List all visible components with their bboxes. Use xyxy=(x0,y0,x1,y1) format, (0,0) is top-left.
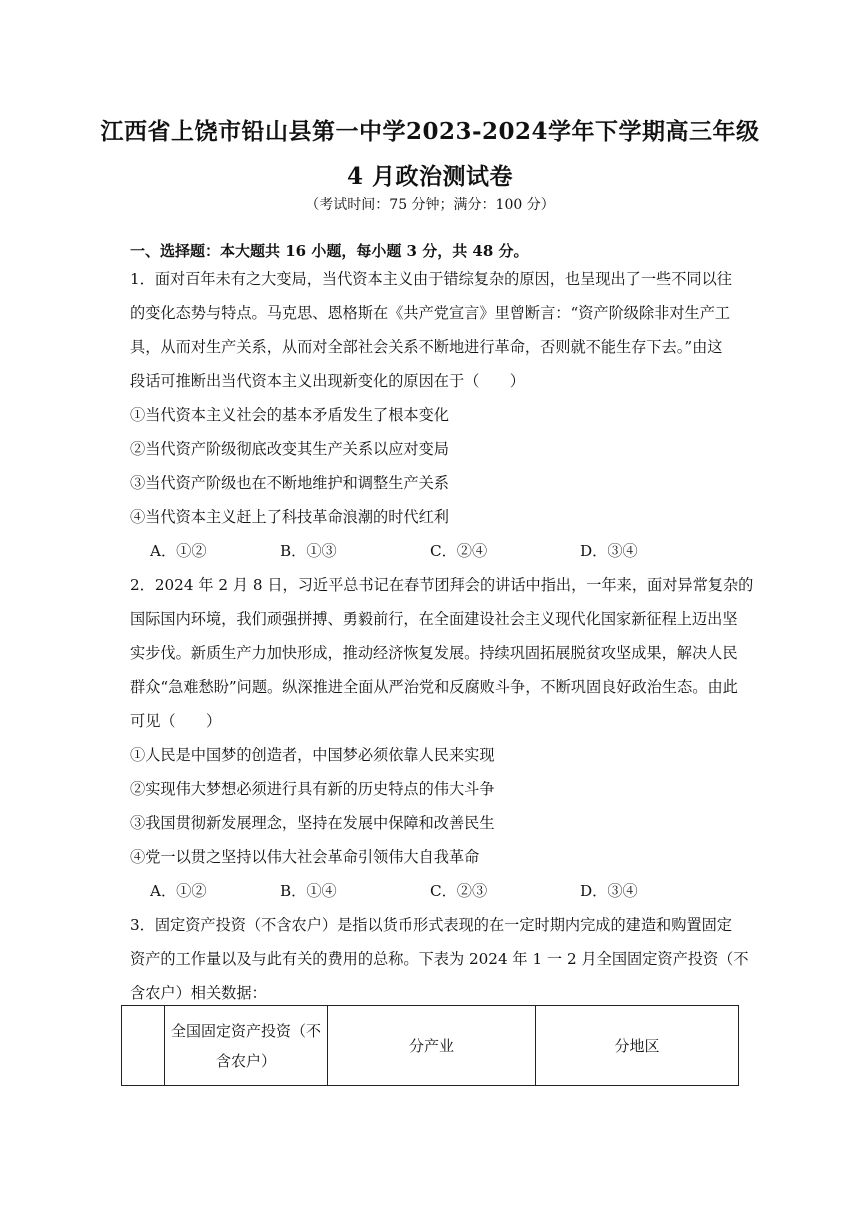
q3-stem-line: 3．固定资产投资（不含农户）是指以货币形式表现的在一定时期内完成的建造和购置固定 xyxy=(130,916,732,934)
q2-item: ④党一以贯之坚持以伟大社会革命引领伟大自我革命 xyxy=(130,848,480,866)
q2-option-a[interactable]: A．①② xyxy=(150,882,207,900)
q2-stem-line: 国际国内环境，我们顽强拼搏、勇毅前行，在全面建设社会主义现代化国家新征程上迈出坚 xyxy=(130,610,738,628)
q1-option-c[interactable]: C．②④ xyxy=(430,542,488,560)
q1-option-b[interactable]: B．①③ xyxy=(280,542,337,560)
q1-item: ④当代资本主义赶上了科技革命浪潮的时代红利 xyxy=(130,508,449,526)
q1-stem-line: 段话可推断出当代资本主义出现新变化的原因在于（ ） xyxy=(130,372,525,390)
q1-item: ②当代资产阶级彻底改变其生产关系以应对变局 xyxy=(130,440,449,458)
q1-stem-line: 具，从而对生产关系，从而对全部社会关系不断地进行革命，否则就不能生存下去。”由这 xyxy=(130,338,723,356)
q3-stem-line: 资产的工作量以及与此有关的费用的总称。下表为 2024 年 1 一 2 月全国固定资产投资（不 xyxy=(130,950,749,968)
investment-table xyxy=(121,1005,739,1086)
q2-stem-line: 可见（ ） xyxy=(130,712,222,730)
table-header-by-region: 分地区 xyxy=(536,1006,739,1086)
section-heading: 一、选择题：本大题共 16 小题，每小题 3 分，共 48 分。 xyxy=(130,242,529,260)
q1-option-d[interactable]: D．③④ xyxy=(580,542,638,560)
q2-item: ③我国贯彻新发展理念，坚持在发展中保障和改善民生 xyxy=(130,814,495,832)
q2-item: ②实现伟大梦想必须进行具有新的历史特点的伟大斗争 xyxy=(130,780,495,798)
table-header-national-investment xyxy=(165,1006,328,1086)
q2-option-b[interactable]: B．①④ xyxy=(280,882,337,900)
q1-item: ③当代资产阶级也在不断地维护和调整生产关系 xyxy=(130,474,449,492)
q2-stem-line: 实步伐。新质生产力加快形成，推动经济恢复发展。持续巩固拓展脱贫攻坚成果，解决人民 xyxy=(130,644,738,662)
table-header-line: 全国固定资产投资（不 xyxy=(170,1021,321,1040)
q1-item: ①当代资本主义社会的基本矛盾发生了根本变化 xyxy=(130,406,449,424)
page-title-line2: 4 月政治测试卷 xyxy=(346,163,513,190)
q2-stem-line: 2．2024 年 2 月 8 日，习近平总书记在春节团拜会的讲话中指出，一年来，面对异常复杂的 xyxy=(130,576,754,594)
table-row xyxy=(122,1006,739,1086)
exam-info: （考试时间：75 分钟；满分：100 分） xyxy=(305,197,555,213)
q1-stem-line: 1．面对百年未有之大变局，当代资本主义由于错综复杂的原因，也呈现出了一些不同以往 xyxy=(130,270,732,288)
q2-option-c[interactable]: C．②③ xyxy=(430,882,488,900)
table-header-line: 含农户） xyxy=(215,1051,276,1070)
q2-option-d[interactable]: D．③④ xyxy=(580,882,638,900)
page-title: 江西省上饶市铅山县第一中学2023-2024学年下学期高三年级 xyxy=(100,118,760,145)
q3-stem-line: 含农户）相关数据： xyxy=(130,984,267,1002)
table-cell-empty xyxy=(122,1006,165,1086)
q1-stem-line: 的变化态势与特点。马克思、恩格斯在《共产党宣言》里曾断言：“资产阶级除非对生产工 xyxy=(130,304,731,322)
q2-item: ①人民是中国梦的创造者，中国梦必须依靠人民来实现 xyxy=(130,746,495,764)
q2-stem-line: 群众“急难愁盼”问题。纵深推进全面从严治党和反腐败斗争，不断巩固良好政治生态。由此 xyxy=(130,678,738,696)
table-header-by-industry: 分产业 xyxy=(328,1006,536,1086)
q1-option-a[interactable]: A．①② xyxy=(150,542,207,560)
